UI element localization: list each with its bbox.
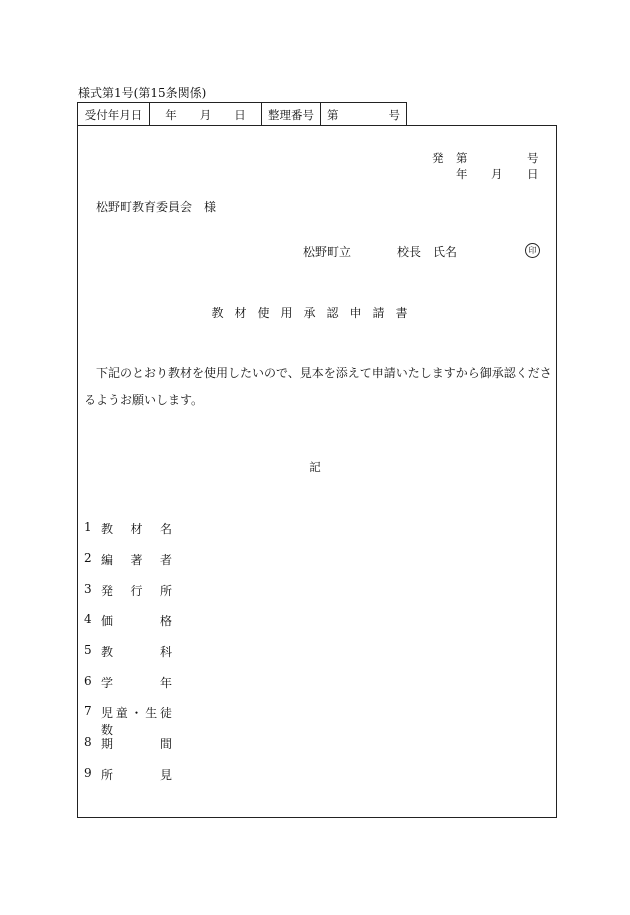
list-item — [84, 735, 194, 751]
list-item — [84, 520, 194, 536]
reception-header-table — [77, 102, 407, 126]
list-item — [84, 551, 194, 567]
list-item — [84, 612, 194, 628]
list-item — [84, 704, 194, 737]
document-title: 教材使用承認申請書 — [211, 306, 419, 320]
request-body-text: 下記のとおり教材を使用したいので、見本を添えて申請いたしますから御承認くださるようお願いします。 — [84, 366, 552, 407]
received-date-cell[interactable] — [150, 103, 262, 126]
issue-go: 号 — [527, 151, 539, 165]
item-label: 教材名 — [101, 522, 172, 536]
ref-number-cell[interactable] — [321, 103, 406, 126]
ref-number-go: 号 — [388, 107, 400, 122]
seal-mark-icon: 印 — [525, 243, 540, 258]
item-number: 3 — [84, 582, 92, 596]
list-item — [84, 766, 194, 782]
ref-number-dai: 第 — [327, 107, 339, 122]
form-caption: 様式第1号(第15条関係) — [78, 86, 207, 100]
item-number: 9 — [84, 766, 92, 780]
item-label: 発行所 — [101, 584, 172, 598]
issue-dai: 第 — [456, 151, 468, 165]
ref-number-label: 整理番号 — [268, 107, 314, 122]
item-number: 6 — [84, 674, 92, 688]
received-date-value: 年 月 日 — [165, 107, 246, 122]
ref-number-label-cell — [262, 103, 321, 126]
item-number: 2 — [84, 551, 92, 565]
item-number: 5 — [84, 643, 92, 657]
item-number: 8 — [84, 735, 92, 749]
applicant-school: 松野町立 — [303, 245, 352, 259]
issue-year: 年 — [456, 167, 468, 181]
item-label: 教科 — [101, 645, 172, 659]
issue-day: 日 — [527, 167, 539, 181]
item-label: 児童・生徒数 — [101, 706, 172, 737]
list-item — [84, 674, 194, 690]
addressee: 松野町教育委員会 様 — [96, 200, 217, 214]
item-label: 価格 — [101, 614, 172, 628]
item-label: 期間 — [101, 737, 172, 751]
ki-heading: 記 — [309, 460, 321, 474]
item-number: 4 — [84, 612, 92, 626]
item-number: 7 — [84, 704, 92, 718]
item-label: 所見 — [101, 768, 172, 782]
item-label: 学年 — [101, 676, 172, 690]
issue-hatsu: 発 — [432, 151, 444, 165]
item-label: 編著者 — [101, 553, 172, 567]
received-date-label-cell — [78, 103, 150, 126]
issue-month: 月 — [491, 167, 503, 181]
applicant-principal-name: 校長 氏名 — [397, 245, 458, 259]
item-number: 1 — [84, 520, 92, 534]
list-item — [84, 582, 194, 598]
list-item — [84, 643, 194, 659]
received-date-label: 受付年月日 — [84, 107, 143, 122]
